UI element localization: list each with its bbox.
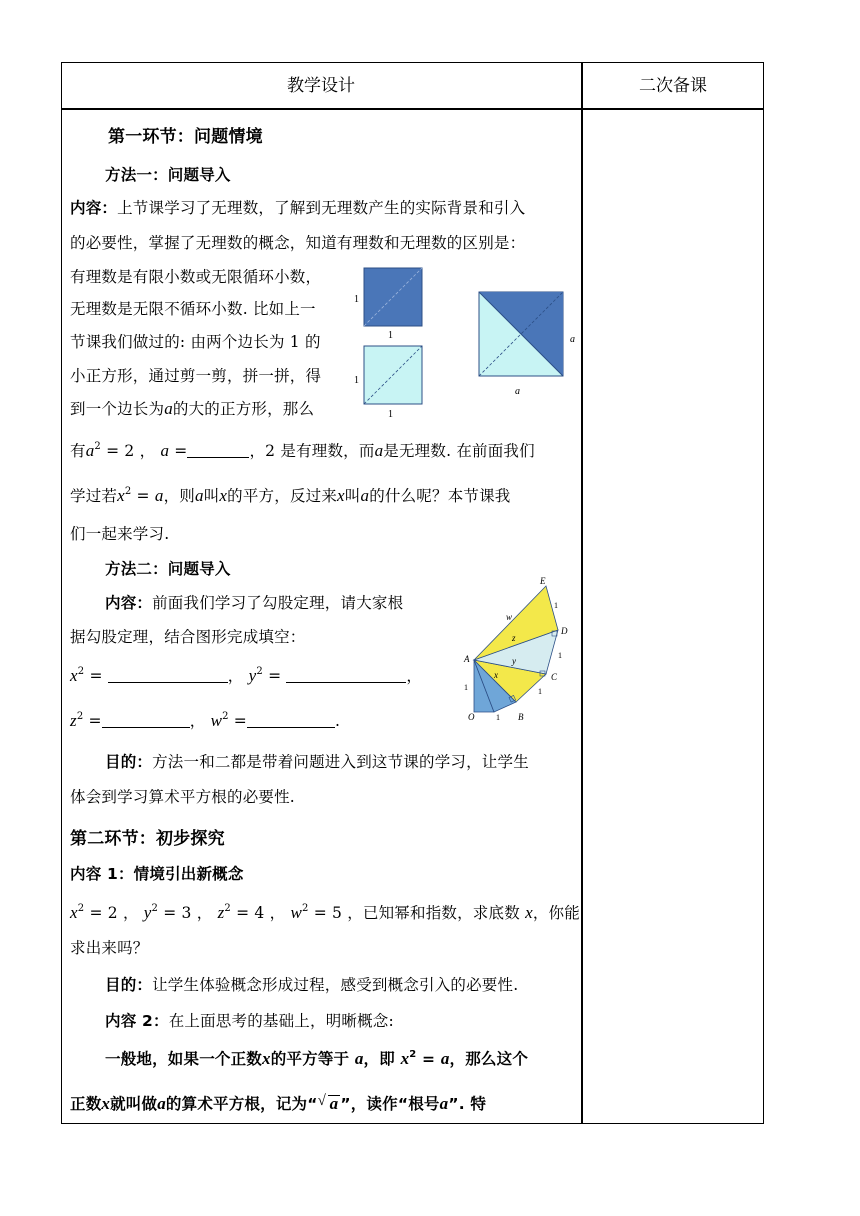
paragraph-line: 内容：前面我们学习了勾股定理，请大家根 xyxy=(105,594,404,612)
svg-text:E: E xyxy=(540,576,546,586)
paragraph-line: 小正方形，通过剪一剪，拼一拼，得 xyxy=(70,367,322,385)
svg-text:1: 1 xyxy=(464,683,468,692)
paragraph-line: 求出来吗？ xyxy=(70,939,149,957)
svg-text:y: y xyxy=(512,656,516,666)
svg-text:1: 1 xyxy=(554,601,558,610)
svg-text:B: B xyxy=(518,712,524,722)
squares-figure xyxy=(348,262,584,424)
triangle-spiral-figure xyxy=(458,574,582,722)
header-divider xyxy=(61,108,764,110)
svg-text:1: 1 xyxy=(496,713,500,722)
label-1: 1 xyxy=(354,375,359,386)
content1-title: 内容 1：情境引出新概念 xyxy=(70,865,244,883)
svg-text:1: 1 xyxy=(558,651,562,660)
definition-line: 一般地，如果一个正数x的平方等于 a，即 $x^2 = a$，那么这个 xyxy=(105,1049,529,1068)
fill-line-xy: $x^2$ = ， $y^2$ = ， xyxy=(70,666,423,685)
paragraph-line: 学过若$x^2 = a$，则a叫x的平方，反过来x叫a的什么呢？本节课我 xyxy=(70,486,511,505)
svg-text:A: A xyxy=(464,654,470,664)
svg-text:x: x xyxy=(494,670,498,680)
x-squared-blank[interactable] xyxy=(108,668,228,683)
svg-text:z: z xyxy=(512,633,516,643)
paragraph-line: 节课我们做过的: 由两个边长为 1 的 xyxy=(70,333,321,351)
label-1: 1 xyxy=(388,409,393,420)
paragraph-line: 据勾股定理，结合图形完成填空： xyxy=(70,628,306,646)
w-squared-blank[interactable] xyxy=(247,713,335,728)
svg-text:C: C xyxy=(551,672,558,682)
svg-text:w: w xyxy=(506,612,513,622)
svg-text:D: D xyxy=(561,626,568,636)
sqrt-a: √ a xyxy=(328,1095,341,1112)
answer-blank[interactable] xyxy=(187,443,249,458)
paragraph-line: 体会到学习算术平方根的必要性. xyxy=(70,788,295,806)
paragraph-line: 有理数是有限小数或无限循环小数， xyxy=(70,268,322,286)
section2-title: 第二环节：初步探究 xyxy=(70,829,225,849)
y-squared-blank[interactable] xyxy=(286,668,406,683)
header-second-preparation: 二次备课 xyxy=(639,76,707,96)
z-squared-blank[interactable] xyxy=(102,713,190,728)
definition-line: 正数x就叫做a的算术平方根，记为“√ a ”，读作“根号a”. 特 xyxy=(70,1092,486,1114)
svg-text:O: O xyxy=(468,712,475,722)
paragraph-line: 的必要性，掌握了无理数的概念，知道有理数和无理数的区别是： xyxy=(70,234,526,252)
paragraph-line: 无理数是无限不循环小数. 比如上一 xyxy=(70,300,316,318)
label-1: 1 xyxy=(388,330,393,341)
method2-title: 方法二：问题导入 xyxy=(105,560,231,578)
label-a: a xyxy=(570,334,575,345)
section1-title: 第一环节：问题情境 xyxy=(108,127,263,147)
paragraph-line: 到一个边长为a的大的正方形，那么 xyxy=(70,399,315,418)
paragraph-line: 目的：方法一和二都是带着问题进入到这节课的学习，让学生 xyxy=(105,753,529,771)
method1-title: 方法一：问题导入 xyxy=(105,166,231,184)
fill-line-zw: $z^2$ = ， $w^2$ = . xyxy=(70,711,341,730)
paragraph-line: $x^2 = 2$ ， $y^2 = 3$ ， $z^2 = 4$ ， $w^2 = 5$ ，已知幂和指数，求底数 x，你能 xyxy=(70,903,580,922)
label-1: 1 xyxy=(354,294,359,305)
svg-text:1: 1 xyxy=(538,687,542,696)
paragraph-line: 们一起来学习. xyxy=(70,525,170,543)
header-teaching-design: 教学设计 xyxy=(287,76,355,96)
paragraph-line: 目的：让学生体验概念形成过程，感受到概念引入的必要性. xyxy=(105,976,519,994)
paragraph-line: 有$a^2 = 2$ ， a = ，2 是有理数，而a是无理数. 在前面我们 xyxy=(70,441,535,460)
paragraph-line: 内容：上节课学习了无理数，了解到无理数产生的实际背景和引入 xyxy=(70,199,526,217)
label-a: a xyxy=(515,386,520,397)
paragraph-line: 内容 2：在上面思考的基础上，明晰概念: xyxy=(105,1012,394,1030)
